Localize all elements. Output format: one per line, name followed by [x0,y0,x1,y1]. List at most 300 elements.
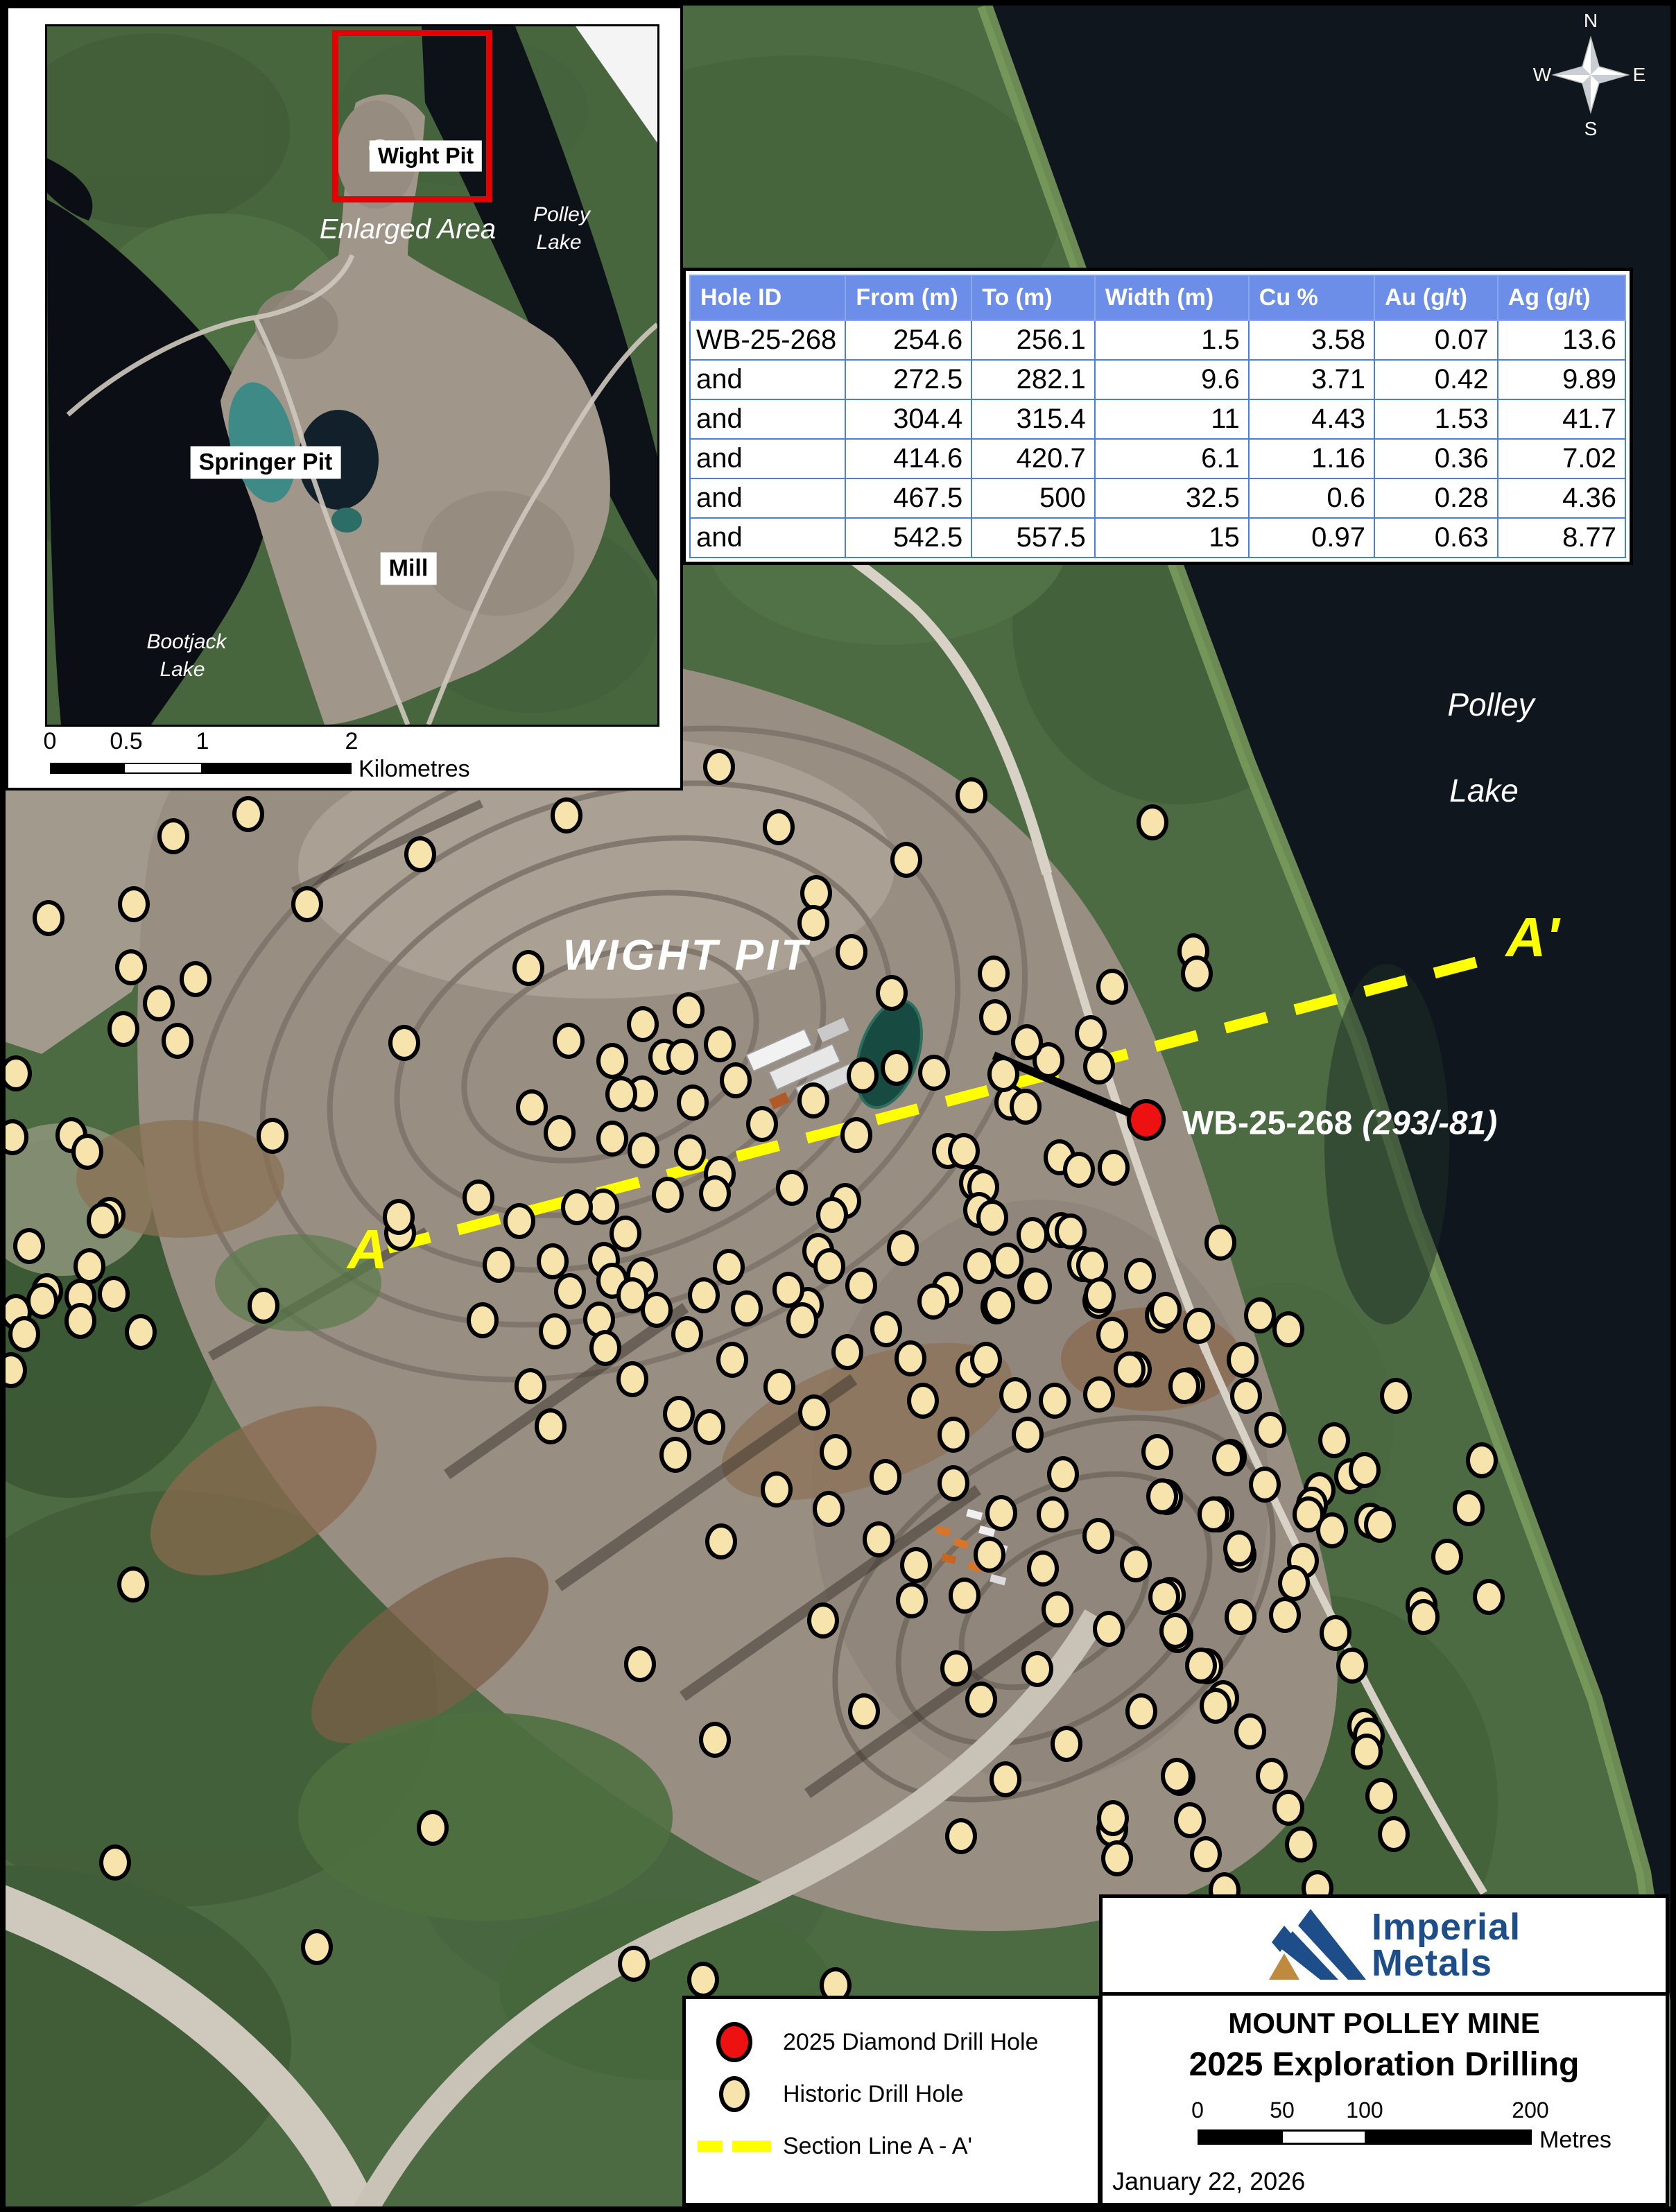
scale-tick: 0.5 [110,728,143,754]
cell-value: 256.1 [971,320,1094,360]
legend-item-diamond [686,2020,1098,2064]
legend-label: 2025 Diamond Drill Hole [783,2028,1039,2055]
cell-hole-id: and [690,399,845,439]
historic-drill-hole [8,1316,40,1352]
cell-value: 4.43 [1249,399,1374,439]
compass-w: W [1532,64,1552,85]
wight-pit-label: WIGHT PIT [562,931,811,980]
cell-value: 11 [1095,399,1249,439]
cell-value: 13.6 [1498,320,1625,360]
historic-drill-hole [940,1650,972,1686]
historic-drill-hole [687,1962,719,1998]
historic-drill-hole [890,842,922,878]
historic-drill-hole [1051,1726,1082,1762]
table-row [690,360,1625,399]
historic-drill-hole [659,1437,691,1473]
scale-tick: 2 [345,728,358,754]
historic-drill-hole [699,1175,731,1211]
historic-drill-hole [703,749,735,785]
drill-hole-id: WB-25-268 [1182,1105,1353,1142]
scale-tick: 0 [43,728,57,754]
scalebar-bar [1198,2129,1532,2145]
historic-drill-hole [1316,1512,1348,1548]
cell-value: 0.28 [1374,478,1498,518]
historic-drill-hole [1181,956,1213,992]
cell-value: 304.4 [845,399,971,439]
historic-drill-hole [956,777,987,813]
historic-drill-hole [1125,1693,1157,1729]
inset-wight-pit-label: Wight Pit [370,141,482,172]
historic-drill-hole [763,1369,795,1405]
cell-value: 15 [1095,518,1249,558]
cell-value: 8.77 [1498,518,1625,558]
diamond-drill-hole-icon [716,2022,752,2062]
cell-hole-id: and [690,478,845,518]
historic-drill-hole [1174,1802,1206,1838]
historic-drill-hole [1227,1342,1259,1378]
historic-drill-hole [1010,1089,1042,1125]
historic-drill-hole [1027,1550,1059,1587]
cell-value: 1.53 [1374,399,1498,439]
historic-drill-hole [816,1197,848,1233]
scale-tick: 200 [1512,2098,1549,2123]
historic-drill-hole [1278,1565,1310,1601]
historic-drill-hole [107,1011,139,1047]
map-title: MOUNT POLLEY MINE [1228,2007,1540,2039]
historic-drill-hole [483,1247,515,1283]
historic-drill-hole [1083,1048,1115,1085]
historic-drill-hole [836,934,867,970]
scale-tick: 0 [1191,2098,1204,2123]
historic-drill-hole [1244,1297,1276,1333]
table-column-header: Au (g/t) [1374,275,1498,320]
historic-drill-hole [918,1055,950,1091]
historic-drill-hole [848,1693,880,1729]
historic-drill-hole [117,1566,149,1602]
cell-value: 4.36 [1498,478,1625,518]
compass-s: S [1584,118,1598,139]
cell-value: 500 [971,478,1094,518]
logo-text-line2: Metals [1372,1942,1493,1984]
inset-enlarged-area-label: Enlarged Area [319,214,496,245]
historic-drill-hole [663,1396,695,1432]
historic-drill-hole [813,1491,845,1527]
assay-table-body [690,320,1625,558]
table-column-header: Cu % [1249,275,1374,320]
historic-drill-hole [628,1132,659,1168]
historic-drill-hole [291,886,323,922]
cell-value: 6.1 [1095,439,1249,478]
historic-drill-hole [979,999,1011,1035]
historic-drill-hole [990,1761,1021,1797]
historic-drill-hole [1075,1015,1107,1051]
historic-drill-hole [987,1056,1019,1092]
historic-drill-hole [1120,1546,1152,1582]
historic-drill-hole [671,1316,703,1352]
scale-tick: 50 [1270,2098,1295,2123]
historic-drill-hole [776,1170,808,1206]
table-row [690,478,1625,518]
cell-value: 0.42 [1374,360,1498,399]
historic-drill-hole [1272,1311,1304,1347]
compass-n: N [1583,10,1598,31]
historic-drill-hole [688,1277,720,1313]
historic-drill-hole [907,1383,939,1419]
historic-drill-hole [840,1117,872,1153]
historic-drill-hole [1097,1800,1129,1836]
cell-value: 0.07 [1374,320,1498,360]
historic-drill-hole [589,1330,621,1366]
historic-drill-hole [535,1408,567,1444]
historic-drill-hole [618,1946,650,1982]
historic-drill-hole [674,1134,706,1170]
historic-drill-hole [1256,1758,1288,1794]
historic-drill-hole [467,1302,499,1338]
historic-drill-hole [1254,1412,1286,1448]
historic-drill-hole [1096,969,1128,1005]
historic-drill-hole [900,1547,932,1583]
cell-value: 9.6 [1095,360,1249,399]
table-column-header: Hole ID [690,275,845,320]
cell-value: 0.97 [1249,518,1374,558]
historic-drill-hole [180,961,211,997]
diamond-drill-hole-2025 [1127,1099,1166,1141]
historic-drill-hole [938,1417,969,1453]
cell-value: 315.4 [971,399,1094,439]
historic-drill-hole [596,1121,628,1157]
cell-value: 0.36 [1374,439,1498,478]
map-scalebar [1103,2098,1666,2174]
historic-drill-hole [388,1025,420,1061]
historic-drill-hole [98,1276,130,1312]
historic-drill-hole [870,1311,902,1347]
cell-value: 32.5 [1095,478,1249,518]
cell-value: 3.58 [1249,320,1374,360]
historic-drill-hole [761,1471,793,1507]
cell-value: 414.6 [845,439,971,478]
historic-drill-hole [301,1929,333,1965]
map-date: January 22, 2026 [1112,2167,1306,2195]
historic-drill-hole [786,1302,818,1338]
historic-drill-hole [1037,1496,1069,1532]
historic-drill-hole [33,900,64,936]
cell-hole-id: and [690,439,845,478]
table-row [690,439,1625,478]
historic-drill-hole [515,1368,546,1404]
historic-drill-hole [896,1582,928,1618]
historic-drill-hole [544,1115,576,1151]
historic-drill-hole [554,1273,586,1309]
historic-drill-hole [1183,1308,1215,1344]
historic-drill-hole [1364,1507,1396,1543]
historic-drill-hole [746,1106,778,1142]
historic-drill-hole [162,1023,193,1059]
historic-drill-hole [71,1134,103,1170]
historic-drill-hole [1098,1150,1130,1186]
enlarged-area-rectangle [332,30,492,202]
historic-drill-hole [820,1434,852,1470]
cell-value: 41.7 [1498,399,1625,439]
historic-drill-hole [666,1039,698,1075]
historic-drill-hole [807,1602,839,1639]
table-row [690,518,1625,558]
historic-drill-hole [831,1334,863,1370]
table-column-header: Ag (g/t) [1498,275,1625,320]
inset-mill-label: Mill [381,553,437,585]
historic-drill-hole [847,1057,879,1094]
table-column-header: From (m) [845,275,971,320]
historic-drill-hole [1225,1599,1256,1635]
historic-drill-hole [1042,1591,1073,1627]
cell-value: 420.7 [971,439,1094,478]
historic-drill-hole [13,1228,45,1264]
historic-drill-hole [1082,1518,1114,1554]
historic-drill-hole [974,1537,1005,1573]
historic-drill-hole [1055,1213,1087,1250]
historic-drill-hole [983,1287,1015,1323]
historic-drill-hole-icon [719,2076,750,2112]
historic-drill-hole [797,1082,829,1118]
historic-drill-hole [652,1177,684,1213]
legend-label: Section Line A - A' [783,2132,973,2159]
inset-polley-label-line2: Lake [536,231,582,254]
legend-item-historic [686,2072,1098,2116]
cell-value: 1.5 [1095,320,1249,360]
historic-drill-hole [965,1682,997,1718]
polley-lake-label-line2: Lake [1449,772,1519,809]
historic-drill-hole [627,1006,659,1042]
historic-drill-hole [232,796,264,832]
historic-drill-hole [999,1377,1031,1413]
inset-bootjack-label-line2: Lake [159,658,205,681]
assay-results-table [682,268,1633,565]
historic-drill-hole [1230,1378,1262,1414]
historic-drill-hole [1365,1778,1397,1814]
historic-drill-hole [1453,1490,1485,1526]
section-label-a: A [347,1218,388,1280]
historic-drill-hole [1249,1467,1281,1503]
historic-drill-hole [248,1288,279,1324]
logo-text-line1: Imperial [1372,1906,1521,1948]
historic-drill-hole [720,1062,752,1098]
historic-drill-hole [813,1248,845,1284]
scale-tick: 100 [1346,2098,1383,2123]
drill-hole-annotation [1182,1105,1497,1143]
legend-label: Historic Drill Hole [783,2080,964,2107]
historic-drill-hole [1431,1539,1463,1575]
company-logo [1103,1898,1666,1996]
cell-value: 254.6 [845,320,971,360]
cell-value: 467.5 [845,478,971,518]
historic-drill-hole [561,1189,593,1225]
scale-unit: Metres [1539,2127,1612,2153]
historic-drill-hole [143,985,175,1021]
historic-drill-hole [1101,1840,1133,1876]
historic-drill-hole [1378,1816,1410,1852]
map-legend [682,1996,1101,2206]
overview-inset-panel [6,6,683,790]
historic-drill-hole [553,1023,585,1059]
historic-drill-hole [1011,1024,1043,1060]
historic-drill-hole [1320,1615,1351,1651]
historic-drill-hole [1161,1758,1193,1794]
assay-table-header [690,275,1625,320]
historic-drill-hole [1351,1734,1383,1770]
historic-drill-hole [125,1314,157,1350]
historic-drill-hole [87,1202,119,1238]
historic-drill-hole [1318,1422,1350,1458]
historic-drill-hole [1021,1651,1053,1687]
table-column-header: Width (m) [1095,275,1249,320]
title-block [1099,1894,1669,2206]
historic-drill-hole [1349,1452,1381,1488]
historic-drill-hole [417,1810,449,1846]
historic-drill-hole [1148,1579,1180,1615]
historic-drill-hole [716,1342,748,1378]
historic-drill-hole [978,956,1010,992]
historic-drill-hole [863,1521,895,1557]
historic-drill-hole [945,1818,977,1854]
historic-drill-hole [596,1043,628,1079]
historic-drill-hole [693,1409,725,1445]
inset-springer-pit-label: Springer Pit [191,447,341,479]
historic-drill-hole [1141,1434,1173,1470]
inset-scalebar-bar [50,763,352,774]
cell-value: 557.5 [971,518,1094,558]
cell-hole-id: and [690,518,845,558]
historic-drill-hole [1096,1317,1128,1353]
historic-drill-hole [1012,1417,1044,1453]
map-subtitle: 2025 Exploration Drilling [1189,2046,1580,2083]
historic-drill-hole [641,1292,673,1328]
historic-drill-hole [731,1290,763,1327]
historic-drill-hole [0,1055,32,1091]
historic-drill-hole [881,1050,913,1086]
historic-drill-hole [1114,1351,1146,1388]
polley-lake-label-line1: Polley [1447,686,1535,723]
historic-drill-hole [1336,1648,1368,1684]
historic-drill-hole [963,1248,995,1284]
historic-drill-hole [1234,1713,1266,1749]
historic-drill-hole [1020,1268,1052,1304]
historic-drill-hole [1146,1478,1178,1514]
historic-drill-hole [463,1180,494,1216]
historic-drill-hole [624,1646,656,1682]
historic-drill-hole [616,1361,648,1397]
historic-drill-hole [157,818,189,854]
historic-drill-hole [798,1394,830,1431]
historic-drill-hole [699,1722,731,1758]
overview-inset-map [45,24,659,727]
historic-drill-hole [985,1495,1017,1531]
historic-drill-hole [257,1118,288,1154]
historic-drill-hole [895,1340,926,1376]
historic-drill-hole [1198,1496,1229,1532]
table-column-header: To (m) [971,275,1094,320]
table-row [690,399,1625,439]
legend-item-section-line [686,2124,1098,2168]
historic-drill-hole [118,886,150,922]
historic-drill-hole [512,950,544,986]
historic-drill-hole [1204,1225,1236,1261]
cell-value: 542.5 [845,518,971,558]
historic-drill-hole [992,1243,1023,1279]
historic-drill-hole [605,1076,637,1112]
historic-drill-hole [1093,1611,1125,1647]
section-line-icon [698,2141,771,2152]
historic-drill-hole [99,1844,131,1881]
historic-drill-hole [516,1089,548,1125]
historic-drill-hole [673,992,705,1028]
historic-drill-hole [948,1133,980,1169]
historic-drill-hole [1159,1613,1191,1649]
historic-drill-hole [1047,1456,1079,1492]
cell-value: 282.1 [971,360,1094,399]
historic-drill-hole [0,1119,28,1155]
historic-drill-hole [115,949,147,985]
historic-drill-hole [551,797,582,833]
historic-drill-hole [404,836,436,872]
inset-polley-label-line1: Polley [533,203,590,226]
historic-drill-hole [539,1313,571,1349]
section-label-a-prime: A' [1505,906,1560,968]
historic-drill-hole [1285,1826,1317,1863]
historic-drill-hole [1039,1383,1071,1419]
cell-hole-id: and [690,360,845,399]
cell-value: 0.63 [1374,518,1498,558]
historic-drill-hole [1185,1648,1217,1684]
historic-drill-hole [1017,1217,1048,1253]
historic-drill-hole [1084,1277,1116,1313]
scale-tick: 1 [196,728,209,754]
historic-drill-hole [917,1284,949,1320]
historic-drill-hole [1083,1376,1115,1412]
compass-rose [1532,10,1646,139]
historic-drill-hole [887,1230,919,1266]
historic-drill-hole [705,1523,737,1559]
historic-drill-hole [1272,1790,1304,1826]
historic-drill-hole [1063,1152,1095,1188]
historic-drill-hole [713,1249,745,1285]
inset-bootjack-label-line1: Bootjack [146,630,227,653]
cell-hole-id: WB-25-268 [690,320,845,360]
historic-drill-hole [1168,1368,1200,1404]
historic-drill-hole [949,1578,980,1614]
historic-drill-hole [677,1085,709,1121]
historic-drill-hole [938,1465,969,1501]
historic-drill-hole [64,1303,96,1339]
historic-drill-hole [1190,1836,1222,1872]
historic-drill-hole [1124,1258,1156,1294]
historic-drill-hole [845,1268,877,1304]
cell-value: 7.02 [1498,439,1625,478]
cell-value: 0.6 [1249,478,1374,518]
historic-drill-hole [1408,1599,1440,1635]
historic-drill-hole [704,1026,736,1062]
historic-drill-hole [1200,1688,1232,1724]
historic-drill-hole [537,1243,569,1279]
compass-e: E [1632,64,1646,85]
cell-value: 9.89 [1498,360,1625,399]
historic-drill-hole [970,1342,1002,1378]
historic-drill-hole [870,1459,901,1495]
historic-drill-hole [1380,1378,1412,1414]
historic-drill-hole [1150,1292,1182,1328]
historic-drill-hole [876,975,908,1011]
inset-scale-unit: Kilometres [358,756,470,782]
cell-value: 1.16 [1249,439,1374,478]
historic-drill-hole [1223,1530,1255,1566]
